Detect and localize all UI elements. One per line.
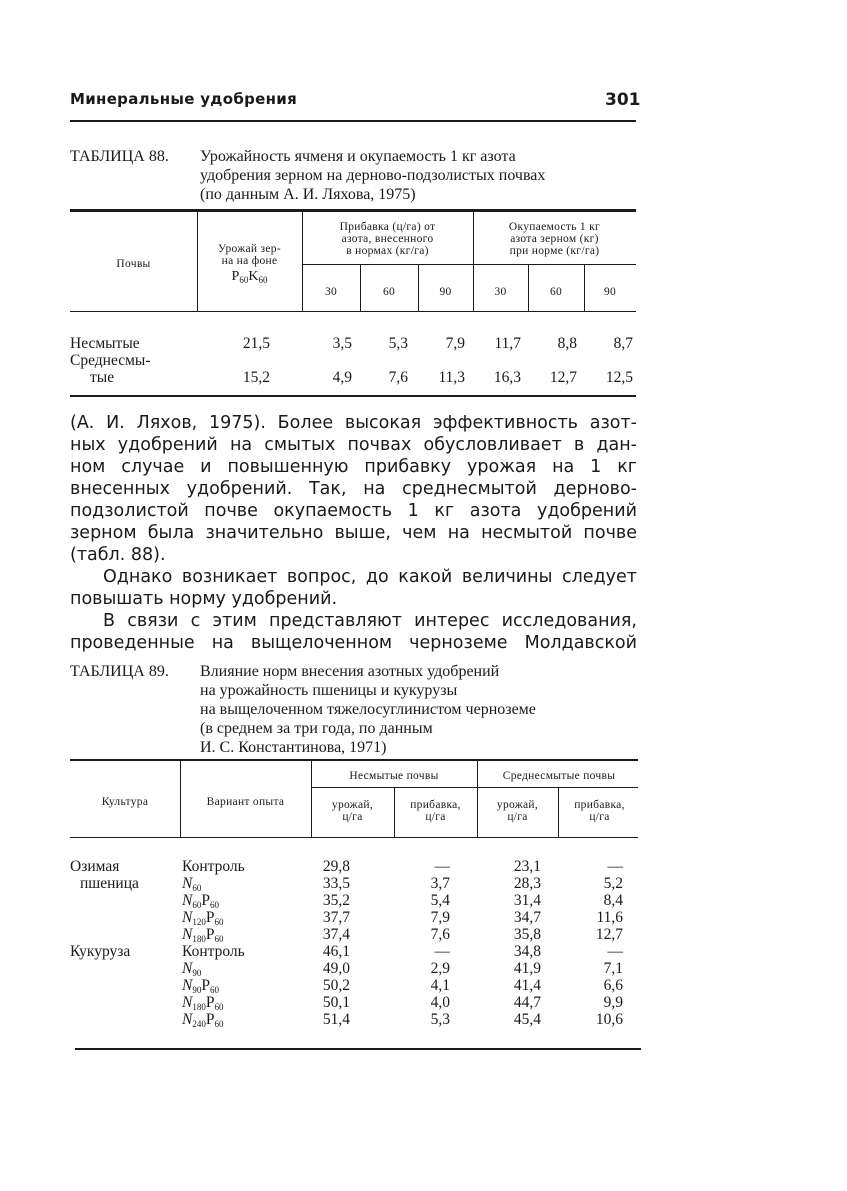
table89-cell: 44,7 [513, 994, 541, 1011]
table89-variant-p: P [205, 926, 215, 943]
table89-cell: 50,1 [322, 994, 350, 1011]
text-line: внесенных удобрений. Так, на среднесмытой дерново- [70, 479, 637, 499]
table88-label: ТАБЛИЦА 88. [70, 148, 169, 165]
table89-sub-increase [558, 799, 641, 823]
table88-col-yield-line: на на фоне [221, 255, 278, 267]
table88-dose-header: 60 [382, 286, 396, 298]
table89-cell: 37,4 [322, 926, 350, 943]
table89-variant-n-dose: 60 [192, 900, 202, 910]
text-line: проведенные на выщелоченном черноземе Молдавской [70, 633, 637, 653]
table89-variant [182, 1011, 223, 1033]
table88-cell: 8,7 [613, 335, 633, 352]
table89-cell: 7,9 [430, 909, 450, 926]
table89-variant [182, 943, 245, 960]
table88-cell: 7,9 [445, 335, 465, 352]
table89-cell: 45,4 [513, 1011, 541, 1028]
table89-cell: 2,9 [430, 960, 450, 977]
table89-cell: 35,8 [513, 926, 541, 943]
table88-cell: 11,7 [494, 335, 521, 352]
table89-cell: — [607, 858, 623, 875]
table88-col-yield [197, 243, 302, 267]
table89-variant-p-dose: 60 [214, 1002, 224, 1012]
table88-caption-line: (по данным А. И. Ляхова, 1975) [200, 186, 416, 203]
table89-cell: 5,4 [430, 892, 450, 909]
table88-cell: 11,3 [438, 369, 465, 386]
table89-bottom-rule [75, 1048, 641, 1050]
table89-caption-line: (в среднем за три года, по данным [200, 720, 433, 737]
table88-cell: 15,2 [242, 369, 270, 386]
table89-variant-p: P [201, 977, 210, 994]
table89-label: ТАБЛИЦА 89. [70, 663, 169, 680]
table89-cell: — [434, 943, 450, 960]
table89-variant-n-dose: 180 [192, 1002, 206, 1012]
header-rule [70, 120, 636, 122]
table89-variant-n-dose: 180 [192, 934, 206, 944]
table88-col-payback-line: азота зерном (кг) [510, 233, 599, 245]
table88-col-increase-line: Прибавка (ц/га) от [339, 221, 436, 233]
table89-variant-n: N [182, 909, 193, 926]
text-line: подзолистой почве окупаемость 1 кг азота удобрений [70, 501, 637, 521]
table89-variant-n-dose: 60 [192, 883, 202, 893]
table89-group-unwashed: Несмытые почвы [349, 770, 439, 782]
table88-caption-line: удобрения зерном на дерново-подзолистых почвах [200, 167, 546, 184]
table88-dose-header: 30 [324, 286, 338, 298]
table89-cell: 28,3 [513, 875, 541, 892]
table88-top-rule [70, 209, 636, 212]
table88-dose-header: 90 [439, 286, 452, 298]
table89-caption [200, 662, 536, 757]
table89-variant-n: N [182, 994, 193, 1011]
body-paragraph [70, 566, 637, 610]
table89-subheader-rule [311, 787, 638, 788]
table88-row-soil: Несмытые [70, 335, 140, 352]
table88-row-soil: тые [90, 369, 115, 386]
table89-sub-yield-line: урожай, [331, 799, 374, 811]
table89-variant-label: Контроль [182, 858, 245, 875]
table89-sub-increase [394, 799, 477, 823]
table88-cell: 5,3 [388, 335, 408, 352]
text-line: ных удобрений на смытых почвах обусловливает в дан- [70, 435, 637, 455]
table89-variant-p: P [205, 994, 215, 1011]
table88-row-soil: Среднесмы- [70, 352, 151, 369]
text-line: ном случае и повышенную прибавку урожая на 1 кг [70, 457, 637, 477]
table89-sub-yield [311, 799, 394, 823]
table89-sub-yield-line: ц/га [507, 811, 528, 823]
table88-col-soil: Почвы [116, 258, 151, 270]
body-paragraph [70, 412, 637, 566]
table88-cell: 8,8 [557, 335, 577, 352]
table88-col-increase-line: в нормах (кг/га) [346, 245, 429, 257]
table89-crop: Озимая [70, 858, 120, 875]
table89-variant-p: P [201, 892, 210, 909]
table88-subheader-rule [302, 264, 636, 265]
table88-col-payback-line: при норме (кг/га) [509, 245, 600, 257]
table89-caption-line: Влияние норм внесения азотных удобрений [200, 663, 500, 680]
table89-variant-p-dose: 60 [214, 917, 224, 927]
page-number: 301 [605, 90, 641, 110]
table89-cell: 5,2 [603, 875, 623, 892]
table88-cell: 4,9 [332, 369, 352, 386]
text-line: зерном была значительно выше, чем на несмытой почве [70, 523, 637, 543]
text-line: повышать норму удобрений. [70, 589, 338, 609]
table89-caption-line: на выщелоченном тяжелосуглинистом черноземе [200, 701, 536, 718]
table89-cell: 50,2 [322, 977, 350, 994]
table89-cell: 3,7 [430, 875, 450, 892]
table89-variant-n-dose: 90 [192, 968, 202, 978]
table89-cell: 34,7 [513, 909, 541, 926]
table89-sub-yield-line: ц/га [342, 811, 363, 823]
table89-crop: пшеница [80, 875, 139, 892]
table88-col-payback [473, 221, 636, 257]
table89-sub-yield-line: урожай, [496, 799, 539, 811]
table88-col-yield-formula: $P_{60}K_{60}$ [231, 269, 268, 285]
table89-variant-n: N [182, 960, 193, 977]
table89-sub-increase-line: ц/га [589, 811, 610, 823]
table89-cell: 46,1 [322, 943, 350, 960]
table89-cell: 49,0 [322, 960, 350, 977]
table89-caption-line: на урожайность пшеницы и кукурузы [200, 682, 458, 699]
table89-group-medium: Среднесмытые почвы [502, 770, 616, 782]
table88-col-increase-line: азота, внесенного [341, 233, 434, 245]
table89-cell: 34,8 [513, 943, 541, 960]
table89-col-crop: Культура [101, 796, 149, 808]
table89-sub-yield [477, 799, 558, 823]
table89-variant [182, 858, 245, 875]
table88-col-payback-line: Окупаемость 1 кг [508, 221, 601, 233]
table89-cell: 5,3 [430, 1011, 450, 1028]
table88-col-increase [302, 221, 473, 257]
text-line: (А. И. Ляхов, 1975). Более высокая эффективность азот- [70, 413, 637, 433]
table89-sub-increase-line: ц/га [425, 811, 446, 823]
table89-cell: — [434, 858, 450, 875]
table89-cell: 33,5 [322, 875, 350, 892]
table89-variant-p: P [205, 909, 215, 926]
table89-cell: 7,1 [603, 960, 623, 977]
table89-cell: 9,9 [603, 994, 623, 1011]
table89-variant-p-dose: 60 [214, 1019, 224, 1029]
table89-variant-p-dose: 60 [214, 934, 224, 944]
table89-variant-p-dose: 60 [209, 985, 219, 995]
table89-cell: 10,6 [595, 1011, 623, 1028]
running-header-title: Минеральные удобрения [70, 90, 298, 108]
table89-cell: 12,7 [595, 926, 623, 943]
table89-cell: 31,4 [513, 892, 541, 909]
table89-sub-increase-line: прибавка, [574, 799, 625, 811]
table89-variant-p-dose: 60 [209, 900, 219, 910]
table89-cell: 29,8 [322, 858, 350, 875]
table88-dose-header: 90 [603, 286, 617, 298]
text-line: В связи с этим представляют интерес исследования, [103, 611, 637, 631]
text-line: (табл. 88). [70, 545, 166, 565]
table88-cell: 16,3 [493, 369, 521, 386]
table88-dose-header: 60 [549, 286, 563, 298]
table89-variant-n: N [182, 1011, 193, 1028]
table88-cell: 12,5 [605, 369, 633, 386]
table89-cell: 35,2 [322, 892, 350, 909]
table89-cell: 11,6 [596, 909, 623, 926]
table89-variant-n-dose: 90 [192, 985, 202, 995]
table88-bottom-rule [70, 395, 636, 397]
table88-cell: 12,7 [549, 369, 577, 386]
text-line: Однако возникает вопрос, до какой величины следует [103, 567, 637, 587]
table88-col-yield-line: Урожай зер- [218, 243, 281, 255]
table89-cell: 4,0 [430, 994, 450, 1011]
table89-cell: 8,4 [603, 892, 623, 909]
table89-top-rule [70, 759, 638, 761]
table89-cell: 37,7 [322, 909, 350, 926]
table89-crop: Кукуруза [70, 943, 131, 960]
table89-col-variant: Вариант опыта [206, 796, 285, 808]
table89-caption-line: И. С. Константинова, 1971) [200, 739, 387, 756]
table88-header-rule [70, 311, 636, 312]
table89-cell: — [607, 943, 623, 960]
table89-variant-n-dose: 240 [192, 1019, 206, 1029]
body-paragraph [70, 610, 637, 654]
table89-variant-n-dose: 120 [192, 917, 206, 927]
table89-cell: 6,6 [603, 977, 623, 994]
table89-cell: 23,1 [513, 858, 541, 875]
table89-variant-n: N [182, 875, 193, 892]
table88-cell: 21,5 [242, 335, 270, 352]
table89-variant-n: N [182, 977, 193, 994]
table89-cell: 4,1 [430, 977, 450, 994]
table89-variant-label: Контроль [182, 943, 245, 960]
table89-cell: 41,4 [513, 977, 541, 994]
table89-variant-n: N [182, 892, 193, 909]
table89-header-rule [70, 837, 638, 838]
table89-cell: 7,6 [430, 926, 450, 943]
table89-cell: 41,9 [513, 960, 541, 977]
table88-caption-line: Урожайность ячменя и окупаемость 1 кг азота [200, 148, 516, 165]
table89-variant-n: N [182, 926, 193, 943]
table88-caption [200, 147, 545, 204]
table88-cell: 7,6 [388, 369, 408, 386]
table89-cell: 51,4 [322, 1011, 350, 1028]
table89-sub-increase-line: прибавка, [410, 799, 461, 811]
table88-dose-header: 30 [494, 286, 507, 298]
table89-variant-p: P [205, 1011, 215, 1028]
table88-cell: 3,5 [332, 335, 352, 352]
